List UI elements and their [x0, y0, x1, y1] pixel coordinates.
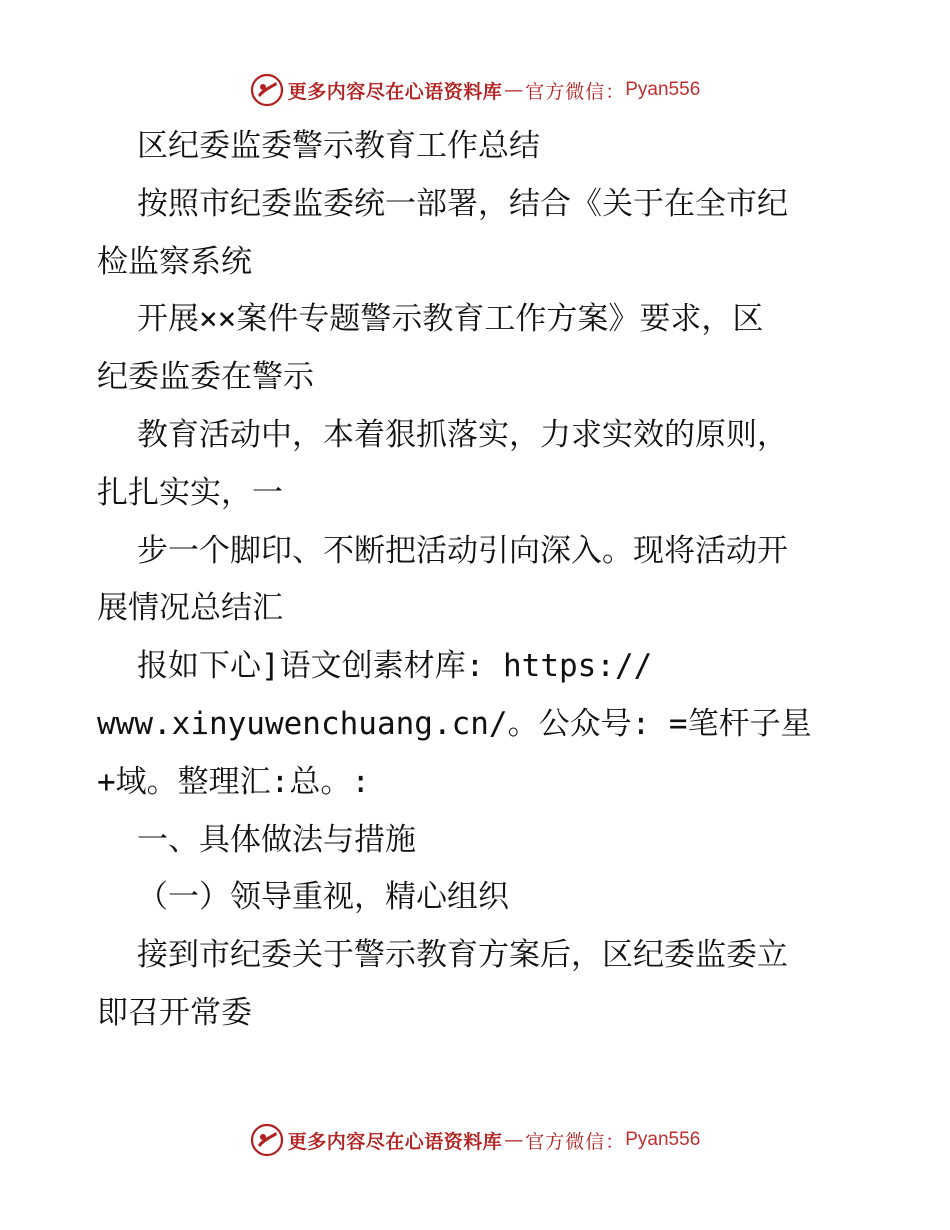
book-quill-logo-icon: [250, 1123, 284, 1157]
doc-line: 即召开常委: [97, 994, 252, 1031]
watermark-dash: —: [504, 79, 524, 101]
doc-line: 教育活动中，本着狠抓落实，力求实效的原则，: [137, 416, 788, 453]
watermark-sub-text: 官方微信：: [525, 1130, 626, 1153]
doc-line: 步一个脚印、不断把活动引向深入。现将活动开: [137, 532, 788, 569]
watermark-sub-text: 官方微信：: [525, 80, 626, 103]
watermark-main-text: 更多内容尽在心语资料库: [287, 80, 503, 103]
doc-line: 扎扎实实，一: [97, 474, 283, 511]
doc-line: 开展××案件专题警示教育工作方案》要求，区: [137, 301, 764, 338]
section-heading: 一、具体做法与措施: [137, 821, 416, 858]
doc-title: 区纪委监委警示教育工作总结: [137, 128, 540, 164]
watermark-main-text: 更多内容尽在心语资料库: [287, 1130, 503, 1153]
watermark-banner-top: [0, 70, 950, 110]
doc-line: 按照市纪委监委统一部署，结合《关于在全市纪: [137, 185, 788, 222]
document-body: [97, 118, 857, 1043]
watermark-banner-bottom: [0, 1120, 950, 1160]
watermark-wechat-id: Pyan556: [625, 79, 701, 100]
doc-line: +域。整理汇:总。:: [97, 763, 370, 800]
watermark-wechat-id: Pyan556: [625, 1129, 701, 1150]
subsection-heading: （一）领导重视，精心组织: [137, 879, 509, 916]
doc-line: 接到市纪委关于警示教育方案后，区纪委监委立: [137, 937, 788, 974]
doc-line: www.xinyuwenchuang.cn/。公众号: =笔杆子星: [97, 705, 812, 742]
book-quill-logo-icon: [250, 73, 284, 107]
doc-line: 纪委监委在警示: [97, 359, 314, 396]
doc-line: 检监察系统: [97, 243, 252, 280]
watermark-dash: —: [504, 1129, 524, 1151]
doc-line: 展情况总结汇: [97, 590, 283, 627]
doc-line: 报如下心]语文创素材库: https://: [137, 648, 653, 685]
